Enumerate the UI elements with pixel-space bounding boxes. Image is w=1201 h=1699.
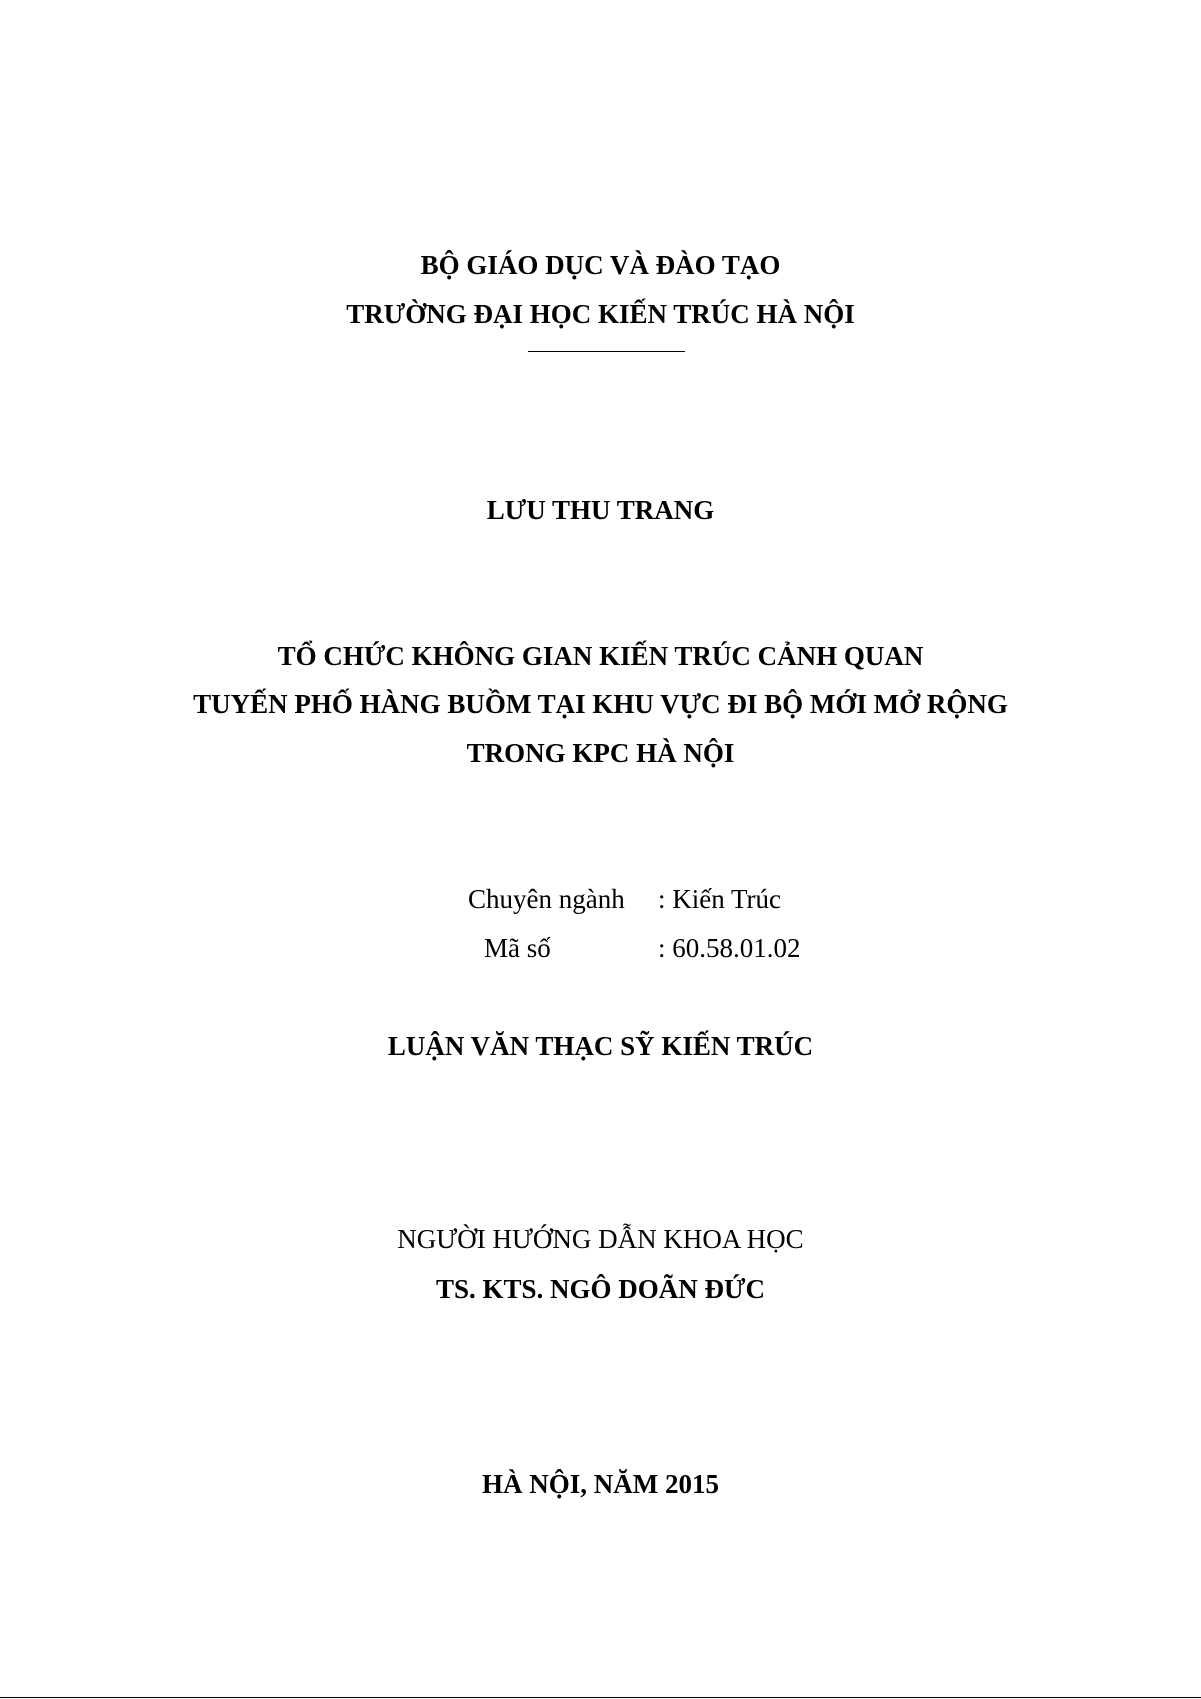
code-label: Mã số	[484, 933, 551, 963]
thesis-title-line-1: TỔ CHỨC KHÔNG GIAN KIẾN TRÚC CẢNH QUAN	[277, 641, 924, 671]
advisor-name: TS. KTS. NGÔ DOÃN ĐỨC	[435, 1274, 766, 1304]
thesis-title-line-3: TRONG KPC HÀ NỘI	[466, 738, 735, 768]
page-bottom-border	[0, 1697, 1201, 1698]
major-value: : Kiến Trúc	[658, 884, 782, 914]
author-name: LƯU THU TRANG	[486, 495, 715, 525]
thesis-title-line-2: TUYẾN PHỐ HÀNG BUỒM TẠI KHU VỰC ĐI BỘ MỚI MỞ RỘNG	[193, 689, 1008, 719]
major-label: Chuyên ngành	[468, 884, 625, 914]
thesis-type: LUẬN VĂN THẠC SỸ KIẾN TRÚC	[387, 1031, 814, 1061]
place-and-year: HÀ NỘI, NĂM 2015	[482, 1469, 719, 1499]
ministry-name: BỘ GIÁO DỤC VÀ ĐÀO TẠO	[420, 250, 781, 280]
advisor-label: NGƯỜI HƯỚNG DẪN KHOA HỌC	[397, 1224, 804, 1254]
header-divider	[528, 351, 685, 352]
code-value: : 60.58.01.02	[658, 933, 801, 963]
university-name: TRƯỜNG ĐẠI HỌC KIẾN TRÚC HÀ NỘI	[346, 299, 855, 329]
